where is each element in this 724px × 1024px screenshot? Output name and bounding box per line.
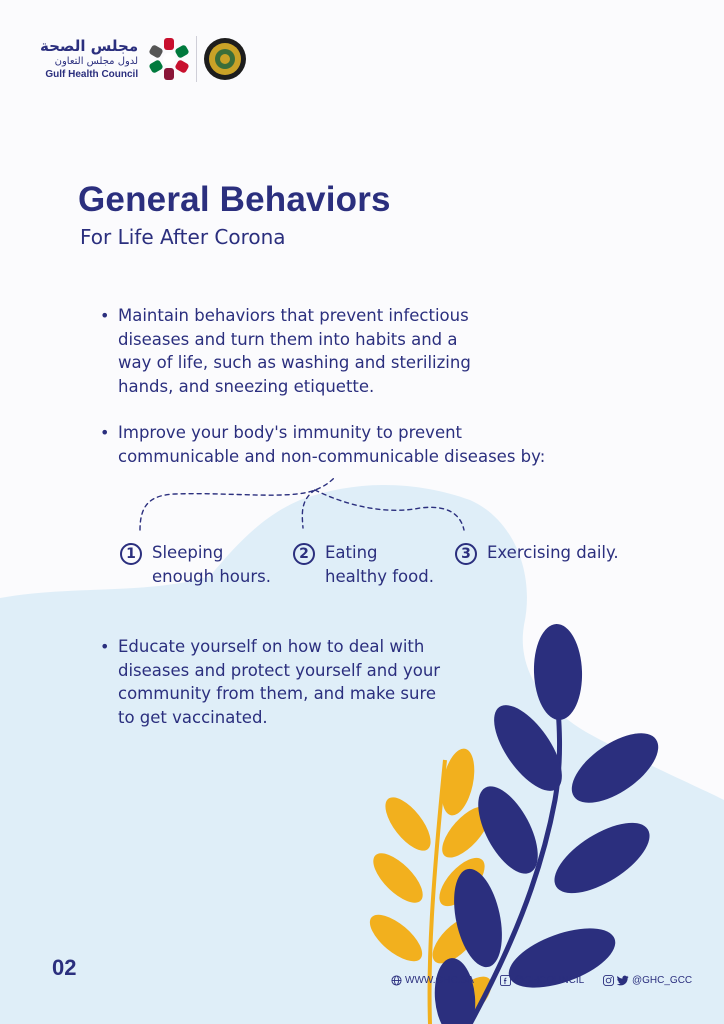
- bullet-text: Educate yourself on how to deal with diseases and protect yourself and your community from them, and make sure to get vaccinated.: [118, 637, 441, 727]
- logo-arabic-subname: لدول مجلس التعاون: [54, 55, 139, 67]
- step-number-badge: 1: [120, 543, 142, 565]
- bullet-marker: •: [100, 423, 110, 442]
- footer-council-handle[interactable]: [500, 975, 584, 986]
- bullet-marker: •: [100, 637, 110, 656]
- facebook-icon: [500, 975, 511, 986]
- footer-social-handle[interactable]: [603, 975, 692, 986]
- globe-icon: [391, 975, 402, 986]
- bullet-text: Maintain behaviors that prevent infectious diseases and turn them into habits and a way of life, such as washing and sterilizing hands, and sneezing etiquette.: [118, 306, 471, 396]
- logo-english-name: Gulf Health Council: [45, 68, 139, 80]
- bullet-marker: •: [100, 306, 110, 325]
- page-subtitle: For Life After Corona: [80, 225, 286, 249]
- step-label: Eating healthy food.: [325, 543, 434, 586]
- website-text: WWW.GHC.SA: [405, 975, 474, 986]
- page-title: General Behaviors: [78, 180, 391, 219]
- step-label: Sleeping enough hours.: [152, 543, 271, 586]
- twitter-icon: [617, 975, 629, 986]
- instagram-icon: [603, 975, 614, 986]
- step-label: Exercising daily.: [487, 543, 619, 562]
- bullet-text: Improve your body's immunity to prevent communicable and non-communicable diseases by:: [118, 423, 546, 466]
- step-number-badge: 2: [293, 543, 315, 565]
- page-number: 02: [52, 955, 77, 980]
- step-number-badge: 3: [455, 543, 477, 565]
- footer-website[interactable]: [391, 975, 474, 986]
- logo-arabic-name: مجلس الصحة: [40, 36, 139, 55]
- council-handle-text: @GHCOUNCIL: [514, 975, 585, 986]
- social-handle-text: @GHC_GCC: [632, 975, 693, 986]
